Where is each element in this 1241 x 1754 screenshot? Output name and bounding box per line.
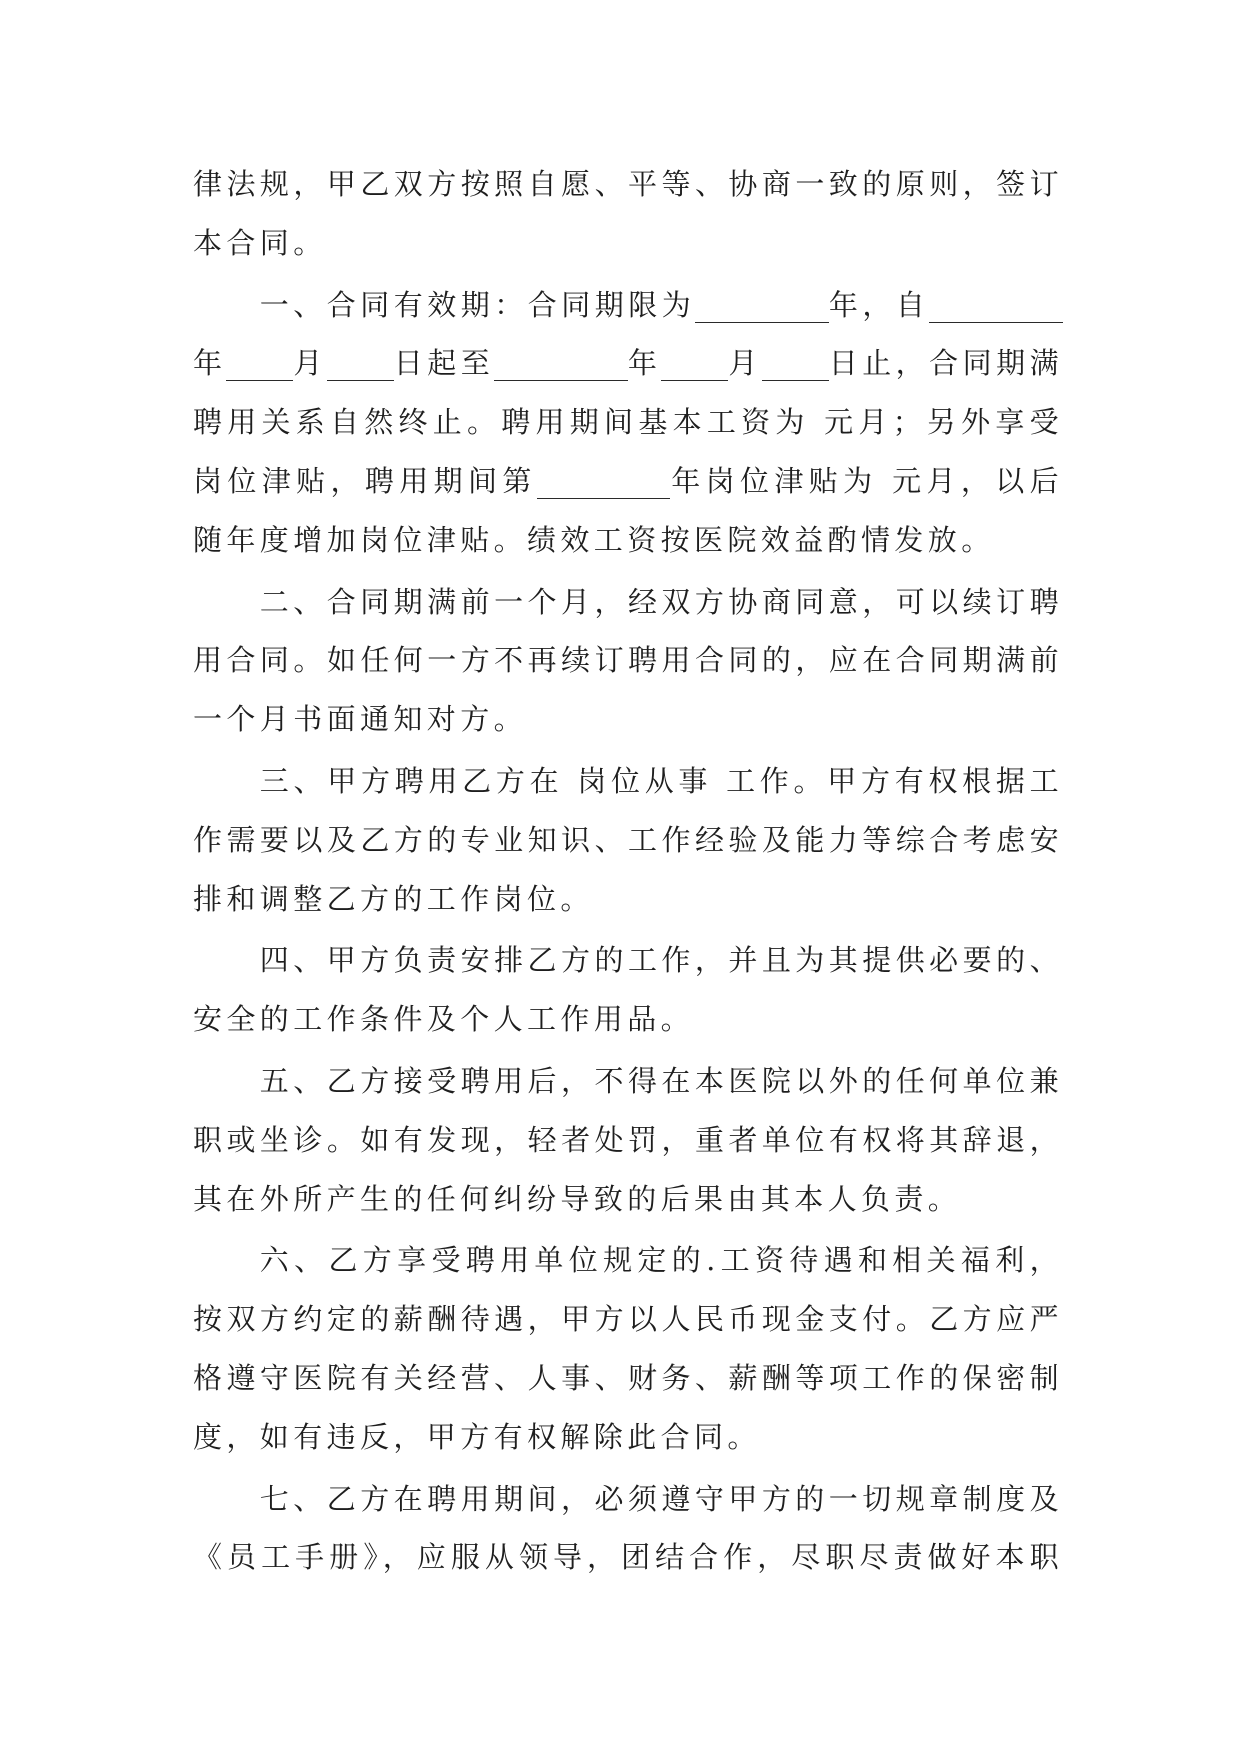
document-body xyxy=(193,155,1063,1587)
clause-6 xyxy=(193,1231,1063,1466)
clause-5 xyxy=(193,1052,1063,1228)
text-line: 职或坐诊。如有发现，轻者处罚，重者单位有权将其辞退， xyxy=(193,1122,1063,1157)
text-line: 用合同。如任何一方不再续订聘用合同的，应在合同期满前 xyxy=(193,643,1063,678)
text-line: 随年度增加岗位津贴。绩效工资按医院效益酌情发放。 xyxy=(193,522,995,557)
fill-in-blank xyxy=(762,346,829,381)
text-line: 排和调整乙方的工作岗位。 xyxy=(193,881,594,916)
text-line: 度，如有违反，甲方有权解除此合同。 xyxy=(193,1419,761,1454)
fill-in-blank xyxy=(327,346,394,381)
text-line: 一、合同有效期：合同期限为 年，自 xyxy=(193,276,1063,335)
text-line: 六、乙方享受聘用单位规定的.工资待遇和相关福利， xyxy=(259,1243,1063,1278)
text-line: 聘用关系自然终止。聘用期间基本工资为 元月；另外享受 xyxy=(193,405,1063,440)
text-line: 安全的工作条件及个人工作用品。 xyxy=(193,1002,695,1037)
clause-7 xyxy=(193,1470,1063,1588)
text-line: 岗位津贴，聘用期间第 年岗位津贴为 元月，以后 xyxy=(193,463,1063,498)
text-line: 年 月 日起至 年 月 日止，合同期满 xyxy=(193,346,1064,381)
text-line: 作需要以及乙方的专业知识、工作经验及能力等综合考虑安 xyxy=(193,822,1063,857)
text-line: 《员工手册》，应服从领导，团结合作，尽职尽责做好本职 xyxy=(193,1540,1063,1575)
fill-in-blank xyxy=(929,288,1063,323)
text-line: 格遵守医院有关经营、人事、财务、薪酬等项工作的保密制 xyxy=(193,1360,1063,1395)
text-line: 本合同。 xyxy=(193,225,327,260)
text-line: 一个月书面通知对方。 xyxy=(193,702,528,737)
text-line: 按双方约定的薪酬待遇，甲方以人民币现金支付。乙方应严 xyxy=(193,1302,1063,1337)
fill-in-blank xyxy=(695,288,829,323)
clause-2 xyxy=(193,573,1063,749)
clause-4 xyxy=(193,931,1063,1049)
fill-in-blank xyxy=(226,346,293,381)
text-line: 律法规，甲乙双方按照自愿、平等、协商一致的原则，签订 xyxy=(193,167,1063,201)
text-line: 二、合同期满前一个月，经双方协商同意，可以续订聘 xyxy=(259,584,1063,619)
text-line: 三、甲方聘用乙方在 岗位从事 工作。甲方有权根据工 xyxy=(259,763,1063,798)
fill-in-blank xyxy=(537,464,671,499)
preamble-continuation xyxy=(193,155,1063,273)
text-line: 五、乙方接受聘用后，不得在本医院以外的任何单位兼 xyxy=(259,1063,1063,1098)
fill-in-blank xyxy=(661,346,728,381)
text-line: 四、甲方负责安排乙方的工作，并且为其提供必要的、 xyxy=(259,943,1063,978)
clause-1 xyxy=(193,276,1063,570)
text-line: 七、乙方在聘用期间，必须遵守甲方的一切规章制度及 xyxy=(259,1481,1063,1516)
fill-in-blank xyxy=(494,346,628,381)
clause-3 xyxy=(193,752,1063,928)
text-line: 其在外所产生的任何纠纷导致的后果由其本人负责。 xyxy=(193,1181,962,1216)
